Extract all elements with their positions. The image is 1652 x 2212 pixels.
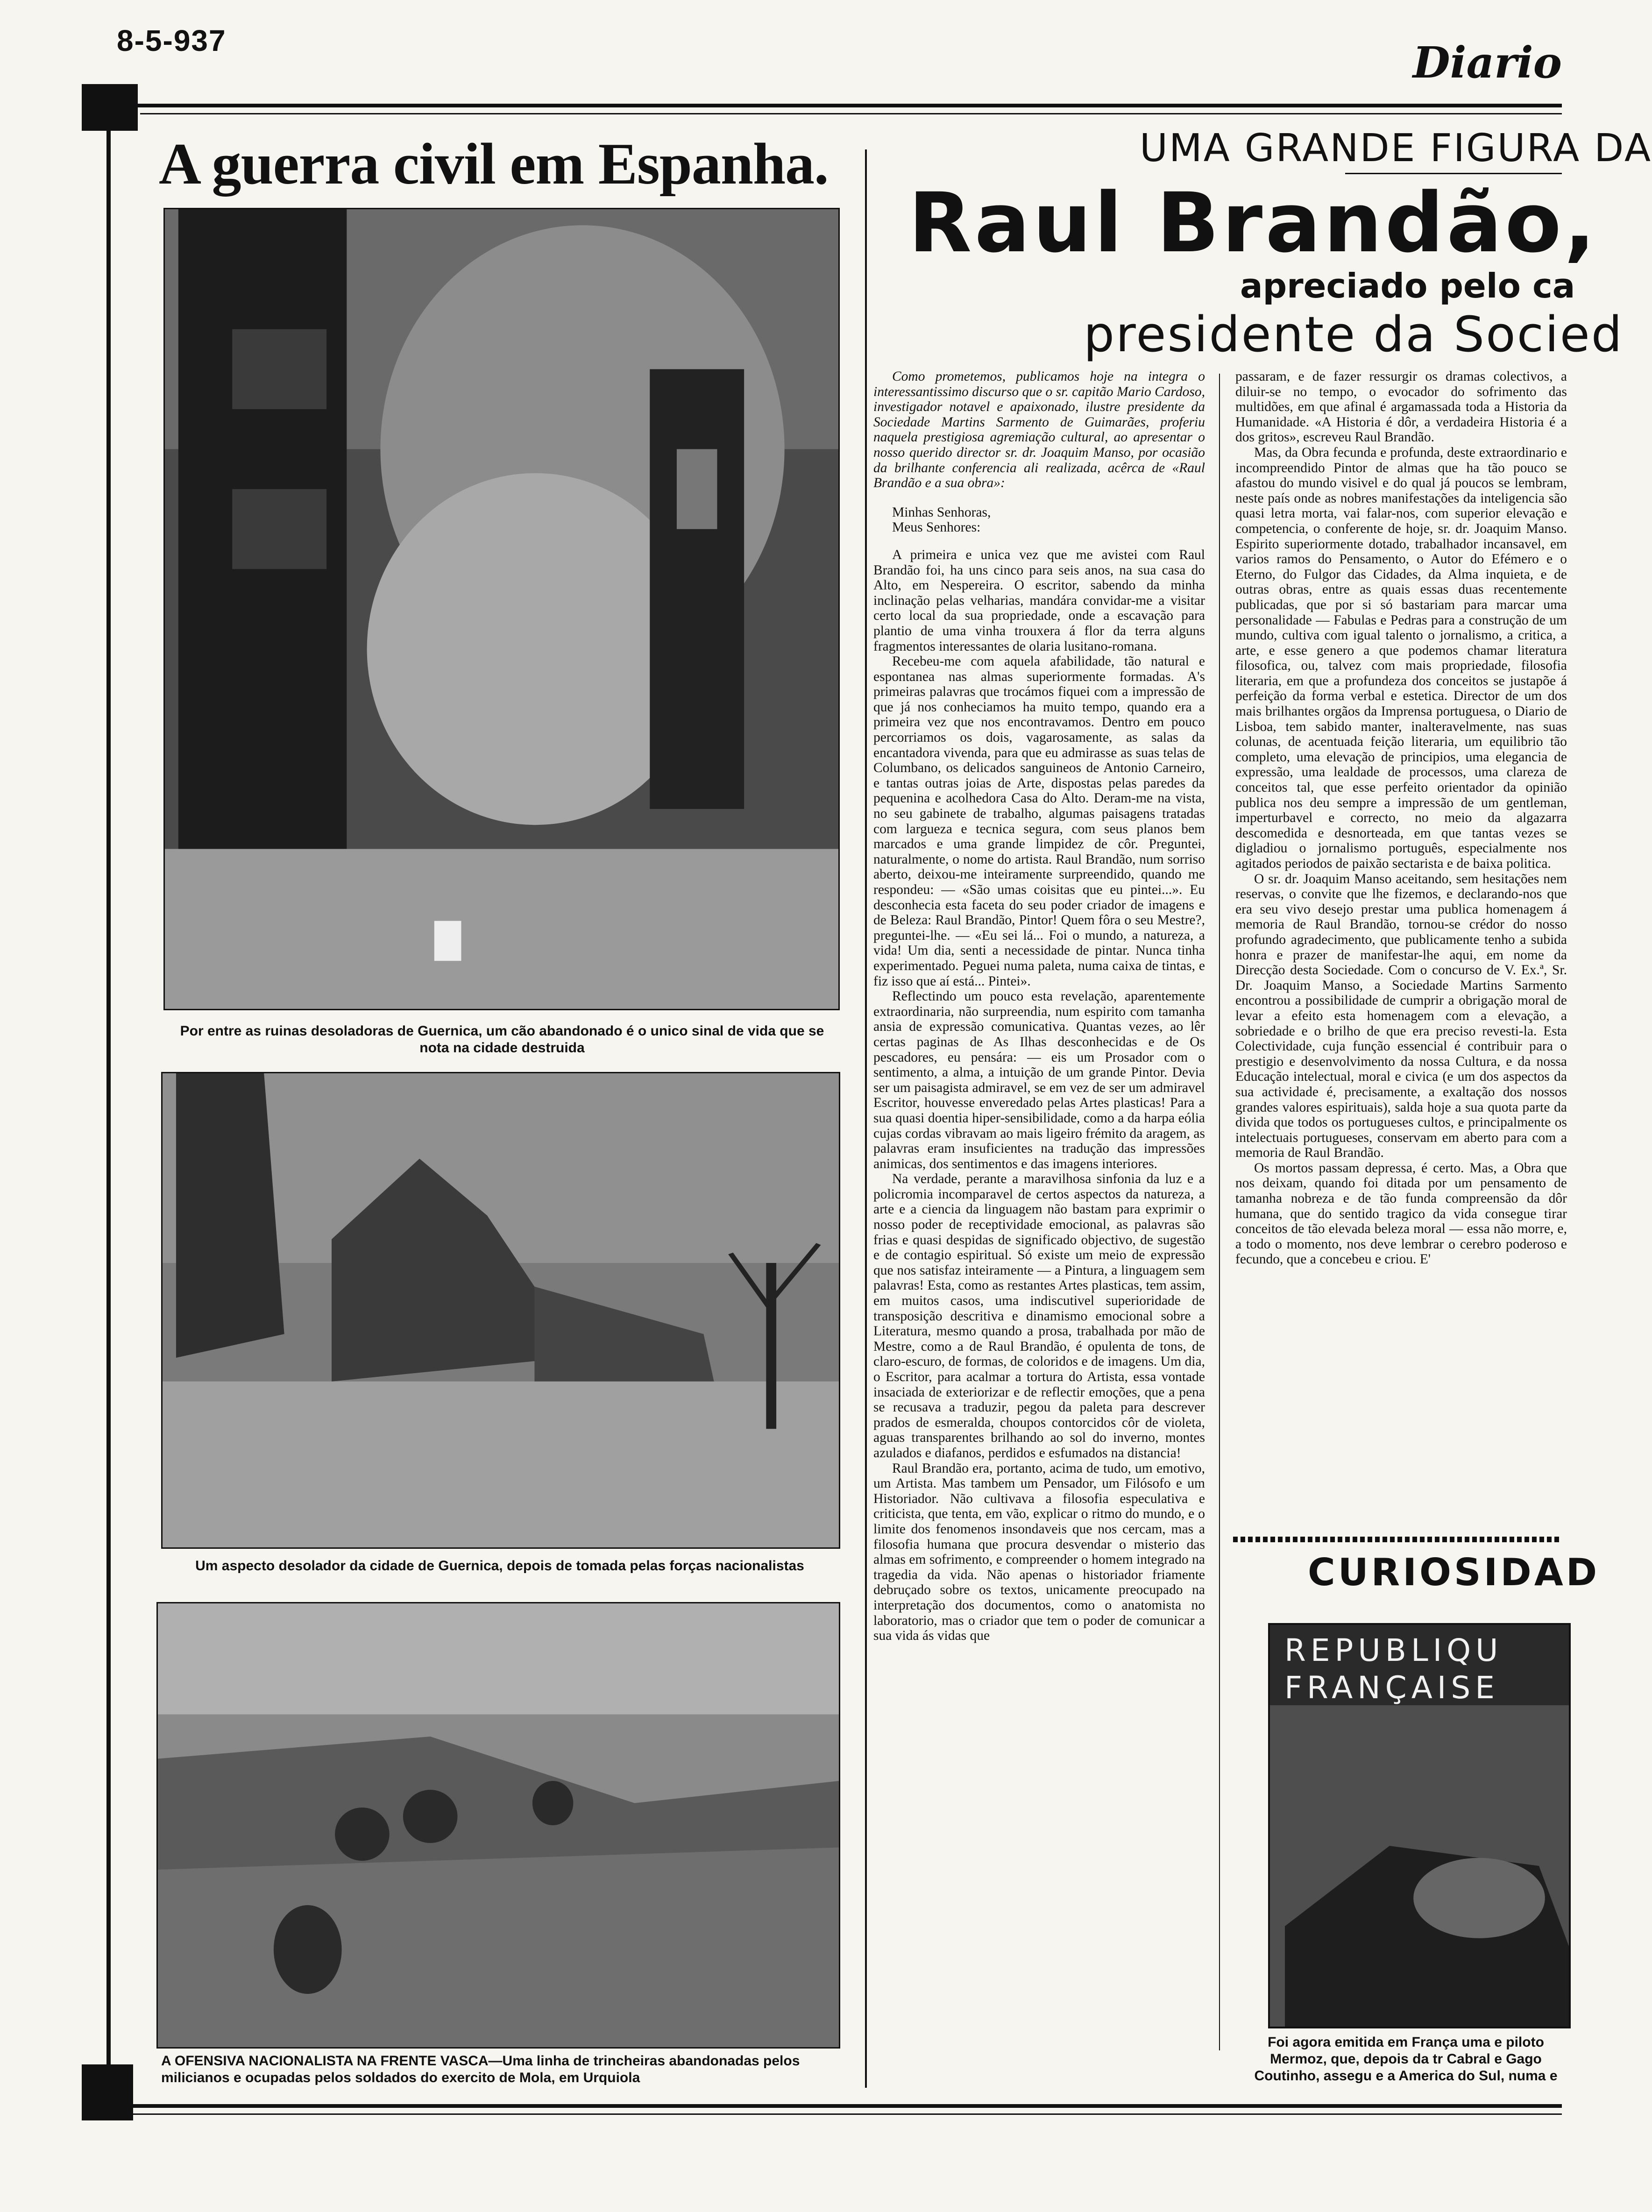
bottom-rule-thick [107, 2104, 1562, 2108]
column-divider [865, 149, 867, 2088]
top-rule-thick [107, 104, 1562, 107]
salutation-1: Minhas Senhoras, [892, 504, 991, 520]
article-headline: Raul Brandão, [908, 175, 1598, 271]
stamp-text-line-2: FRANÇAISE [1284, 1670, 1499, 1706]
body-paragraph: Na verdade, perante a maravilhosa sinfonia da luz e a policromia incomparavel de certos aspectos da natureza, a arte e a ciencia da linguagem não bastam para exprimir o nosso poder de receptividade emocional, as palavras são frias e quasi despidas de significado objectivo, de sugestão e de contagio espiritual. Só existe um meio de expressão que nos satisfaz inteiramente — a Pintura, a linguagem sem palavras! Esta, como as restantes Artes plasticas, tem assim, em muitos casos, uma indiscutivel superioridade de transposição descritiva e dinamismo emocional sobre a Literatura, mesmo quando a prosa, trabalhada por mão de Mestre, como a de Raul Brandão, é opulenta de tons, de claro-escuro, de formas, de coloridos e de imagens. Um dia, o Escritor, para acalmar a tortura do Artista, essa vontade insaciada de exteriorizar e de reflectir emoções, que a pena se recusava a traduzir, pegou da paleta para descrever prados de esmeralda, choupos contorcidos côr de violeta, aguas transparentes brilhando ao sol do inverno, montes azulados e diafanos, perdidos e esfumados na distancia! [873, 1171, 1205, 1460]
article-column-2 [1235, 369, 1567, 1574]
body-paragraph: A primeira e unica vez que me avistei com Raul Brandão foi, ha uns cinco para seis anos, na sua casa do Alto, em Nespereira. O escritor, sabendo da minha inclinação pelas velharias, mandára convidar-me a visitar certo local da sua propriedade, onde a escavação para plantio de uma vinha trouxera á flor da terra alguns fragmentos interessantes de olaria lusitano-romana. [873, 547, 1205, 654]
article-column-1 [873, 369, 1205, 2060]
photo-caption-2: Um aspecto desolador da cidade de Guernica, depois de tomada pelas forças nacionalistas [195, 1558, 804, 1574]
corner-block-top [82, 84, 138, 131]
photo-guernica-ruins [161, 1072, 840, 1549]
photo-guernica-fire [163, 208, 840, 1010]
salutation-2: Meus Senhores: [892, 520, 981, 535]
bottom-rule-thin [107, 2113, 1562, 2115]
article-subhead-2: presidente da Socied [1084, 306, 1624, 363]
body-paragraph: Reflectindo um pouco esta revelação, aparentemente extraordinaria, não surpreendia, num espirito com tamanha ansia de expressão comunicativa. Quantas vezes, ao lêr certas paginas de As Ilhas desconhecidas e de Os pescadores, eu pensára: — eis um Prosador com o sentimento, a alma, a intuição de um grande Pintor. Devia ser um paisagista admiravel, se em vez de ser um admiravel Escritor, houvesse enveredado pelas Artes plasticas! Para a sua quasi doentia hiper-sensibilidade, como a da harpa eólia cujas cordas vibravam ao mais ligeiro frémito da aragem, as palavras eram insuficientes na tradução das impressões animicas, dos sentimentos e das imagens interiores. [873, 989, 1205, 1171]
body-paragraph: Raul Brandão era, portanto, acima de tudo, um emotivo, um Artista. Mas tambem um Pensador, um Filósofo e um Historiador. Não cultivava a filosofia especulativa e criticista, que tenta, em vão, explicar o ritmo do mundo, e o limite dos fenomenos insondaveis que nos cercam, mas a filosofia humana que procura desvendar o misterio das almas em sofrimento, e compreender o homem integrado na tragedia da vida. Não apenas o historiador friamente debruçado sobre os textos, unicamente preocupado na interpretação dos documentos, como o anatomista no laboratorio, mas o criador que tem o poder de comunicar a sua vida ás vidas que [873, 1460, 1205, 1644]
top-rule-thin [140, 113, 1562, 114]
corner-block-bottom [82, 2064, 133, 2120]
issue-date: 8-5-937 [117, 24, 227, 57]
stamp-text-line-1: REPUBLIQU [1284, 1632, 1503, 1668]
body-column-divider [1219, 374, 1220, 2050]
body-paragraph: O sr. dr. Joaquim Manso aceitando, sem hesitações nem reservas, o convite que lhe fizemos, e declarando-nos que era seu vivo desejo prestar uma publica homenagem á memoria de Raul Brandão, tornou-se crédor do nosso profundo agradecimento, que publicamente tenho a subida honra e prazer de manifestar-lhe aqui, em nome da Direcção desta Sociedade. Com o concurso de V. Ex.ª, Sr. Dr. Joaquim Manso, a Sociedade Martins Sarmento encontrou a possibilidade de cumprir a obrigação moral de levar a efeito esta homenagem com a elevação, a sobriedade e o brilho de que era preciso revesti-la. Esta Colectividade, cuja função essencial é contribuir para o prestigio e desenvolvimento da nossa Cultura, e da nossa Educação intelectual, moral e civica (e um dos aspectos da sua actividade é, precisamente, a exaltação dos nossos grandes valores espirituais), salda hoje a sua quota parte da divida que todos os portugueses cultos, e principalmente os intelectuais portugueses, conservam em aberto para com a memoria de Raul Brandão. [1235, 871, 1567, 1161]
article-kicker: UMA GRANDE FIGURA DA [1140, 126, 1652, 170]
article-intro: Como prometemos, publicamos hoje na integra o interessantissimo discurso que o sr. capitão Mario Cardoso, investigador notavel e apaixonado, ilustre presidente da Sociedade Martins Sarmento de Guimarães, proferiu naquela prestigiosa agremiação cultural, ao apresentar o nosso querido director sr. dr. Joaquim Manso, por ocasião da brilhante conferencia ali realizada, acêrca de «Raul Brandão e a sua obra»: [873, 369, 1205, 491]
curiosidades-caption: Foi agora emitida em França uma e piloto Mermoz, que, depois da tr Cabral e Gago Coutinho, assegu e a America do Sul, numa e [1254, 2035, 1558, 2084]
masthead: Diario [1412, 37, 1562, 88]
body-paragraph: Mas, da Obra fecunda e profunda, deste extraordinario e incompreendido Pintor de almas que ha tão pouco se afastou do mundo visivel e do qual já poucos se lembram, neste país onde as nobres manifestações da inteligencia são quasi letra morta, vai falar-nos, com superior elevação e competencia, o conferente de hoje, sr. dr. Joaquim Manso. Espirito superiormente dotado, trabalhador incansavel, em varios ramos do Pensamento, o Autor do Efémero e o Eterno, do Fulgor das Cidades, da Alma inquieta, e de outras obras, entre as quais essas duas recentemente publicadas, que por si só bastariam para marcar uma personalidade — Fabulas e Pedras para a construção de um mundo, cultiva com igual talento o jornalismo, a critica, a arte, e esse genero a que podemos chamar literatura filosofica, ou, talvez com mais propriedade, filosofia literaria, em que a profundeza dos conceitos se justapõe á perfeição da forma verbal e estetica. Director de um dos mais brilhantes orgãos da Imprensa portuguesa, o Diario de Lisboa, tem sabido manter, inalteravelmente, nas suas colunas, de acentuada feição literaria, um equilibrio tão completo, uma elevação de principios, uma elegancia de expressão, uma lealdade de processos, uma clareza de conceitos tal, que esse perfeito orientador da opinião publica nos deu sempre a impressão de um gentleman, imperturbavel e correcto, no meio da algazarra descomedida e desnorteada, em que tantas vezes se digladiou o jornalismo português, especialmente nos agitados periodos de paixão sectarista e de baixa politica. [1235, 445, 1567, 871]
body-paragraph: passaram, e de fazer ressurgir os dramas colectivos, a diluir-se no tempo, o evocador do sofrimento das multidões, em que afinal é argamassada toda a Historia da Humanidade. «A Historia é dôr, a verdadeira Historia é a dos gritos», escreveu Raul Brandão. [1235, 369, 1567, 445]
section-divider [1233, 1537, 1562, 1542]
article-subhead-1: apreciado pelo ca [1240, 266, 1575, 305]
left-headline: A guerra civil em Espanha. [159, 132, 829, 197]
curiosidades-title: CURIOSIDAD [1308, 1551, 1600, 1594]
body-paragraph: Os mortos passam depressa, é certo. Mas, a Obra que nos deixam, quando foi ditada por um pensamento de tamanha nobreza e de tão funda compreensão da dôr humana, que do sentido tragico da vida consegue tirar conceitos de tão elevada beleza moral — essa não morre, e, a todo o momento, nos deve lembrar o cerebro poderoso e fecundo, que a concebeu e criou. E' [1235, 1160, 1567, 1267]
kicker-underline [1345, 173, 1562, 174]
photo-caption-1: Por entre as ruinas desoladoras de Guernica, um cão abandonado é o unico sinal de vida que se nota na cidade destruida [180, 1023, 824, 1056]
left-border [106, 89, 111, 2106]
body-paragraph: Recebeu-me com aquela afabilidade, tão natural e espontanea nas almas superiormente formadas. A's primeiras palavras que trocámos fiquei com a impressão de que já nos conheciamos ha muito tempo, quando era a primeira vez que nos encontravamos. Dentro em pouco percorriamos os dois, vagarosamente, as salas da encantadora vivenda, para que eu admirasse as suas telas de Columbano, os delicados sanguineos de Antonio Carneiro, e tantas outras joias de Arte, dispostas pelas paredes da pequenina e acolhedora Casa do Alto. Deram-me na vista, no seu gabinete de trabalho, algumas paisagens tratadas com largueza e tecnica segura, com seus planos bem marcados e uma grande limpidez de côr. Preguntei, naturalmente, o nome do artista. Raul Brandão, num sorriso aberto, deixou-me inteiramente surpreendido, quando me respondeu: — «São umas coisitas que eu pintei...». Eu desconhecia esta faceta do seu poder criador de imagens e de Beleza: Raul Brandão, Pintor! Quem fôra o seu Mestre?, preguntei-lhe. — «Eu sei lá... Foi o mundo, a natureza, a vida! Um dia, senti a necessidade de pintar. Nunca tinha experimentado. Peguei numa paleta, numa caixa de tintas, e fiz isso que aí está... Pintei». [873, 654, 1205, 989]
photo-caption-3: A OFENSIVA NACIONALISTA NA FRENTE VASCA—Uma linha de trincheiras abandonadas pelos milicianos e ocupadas pelos soldados do exercito de Mola, em Urquiola [161, 2053, 800, 2085]
photo-trenches [156, 1602, 840, 2049]
